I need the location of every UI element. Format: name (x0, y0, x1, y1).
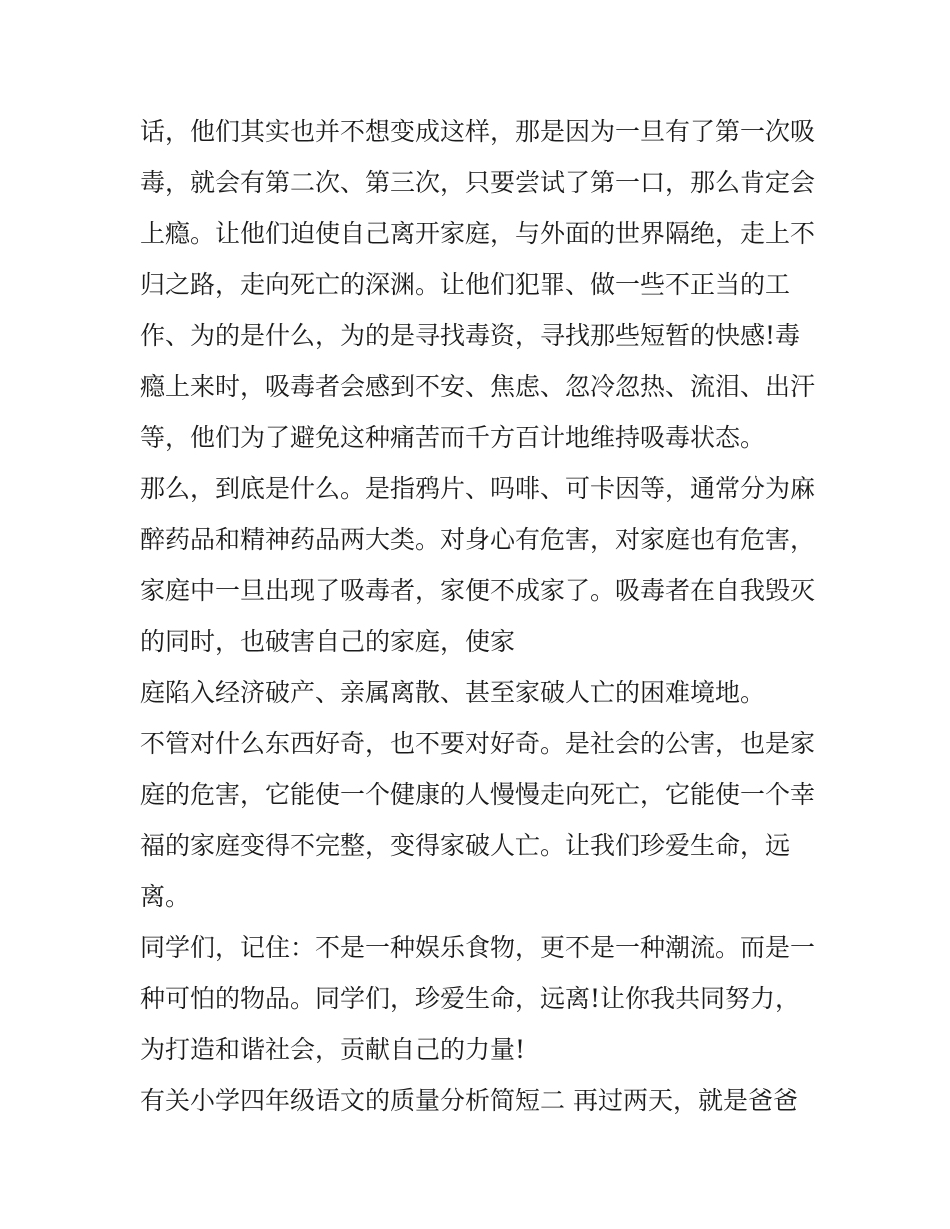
text-line: 庭的危害，它能使一个健康的人慢慢走向死亡，它能使一个幸 (140, 780, 816, 809)
text-line: 家庭中一旦出现了吸毒者，家便不成家了。吸毒者在自我毁灭 (140, 576, 816, 605)
text-line: 种可怕的物品。同学们，珍爱生命，远离!让你我共同努力， (140, 984, 801, 1013)
text-line: 为打造和谐社会，贡献自己的力量! (140, 1035, 526, 1064)
text-line: 等，他们为了避免这种痛苦而千方百计地维持吸毒状态。 (140, 423, 766, 452)
text-line: 毒，就会有第二次、第三次，只要尝试了第一口，那么肯定会 (140, 168, 816, 197)
text-line: 庭陷入经济破产、亲属离散、甚至家破人亡的困难境地。 (140, 678, 766, 707)
text-line: 同学们，记住：不是一种娱乐食物，更不是一种潮流。而是一 (140, 933, 816, 962)
text-line: 的同时，也破害自己的家庭，使家 (140, 627, 516, 656)
text-line: 上瘾。让他们迫使自己离开家庭，与外面的世界隔绝，走上不 (140, 219, 816, 248)
text-line: 那么，到底是什么。是指鸦片、吗啡、可卡因等，通常分为麻 (140, 474, 816, 503)
text-line: 离。 (140, 882, 191, 911)
text-line: 有关小学四年级语文的质量分析简短二 再过两天，就是爸爸 (140, 1086, 798, 1115)
text-line: 归之路，走向死亡的深渊。让他们犯罪、做一些不正当的工 (140, 270, 791, 299)
text-line: 作、为的是什么，为的是寻找毒资，寻找那些短暂的快感!毒 (140, 321, 801, 350)
text-line: 瘾上来时，吸毒者会感到不安、焦虑、忽冷忽热、流泪、出汗 (140, 372, 816, 401)
text-line: 醉药品和精神药品两大类。对身心有危害，对家庭也有危害， (140, 525, 816, 554)
body-text (140, 106, 820, 1126)
text-line: 话，他们其实也并不想变成这样，那是因为一旦有了第一次吸 (140, 117, 816, 146)
text-line: 福的家庭变得不完整，变得家破人亡。让我们珍爱生命，远 (140, 831, 791, 860)
text-line: 不管对什么东西好奇，也不要对好奇。是社会的公害，也是家 (140, 729, 816, 758)
